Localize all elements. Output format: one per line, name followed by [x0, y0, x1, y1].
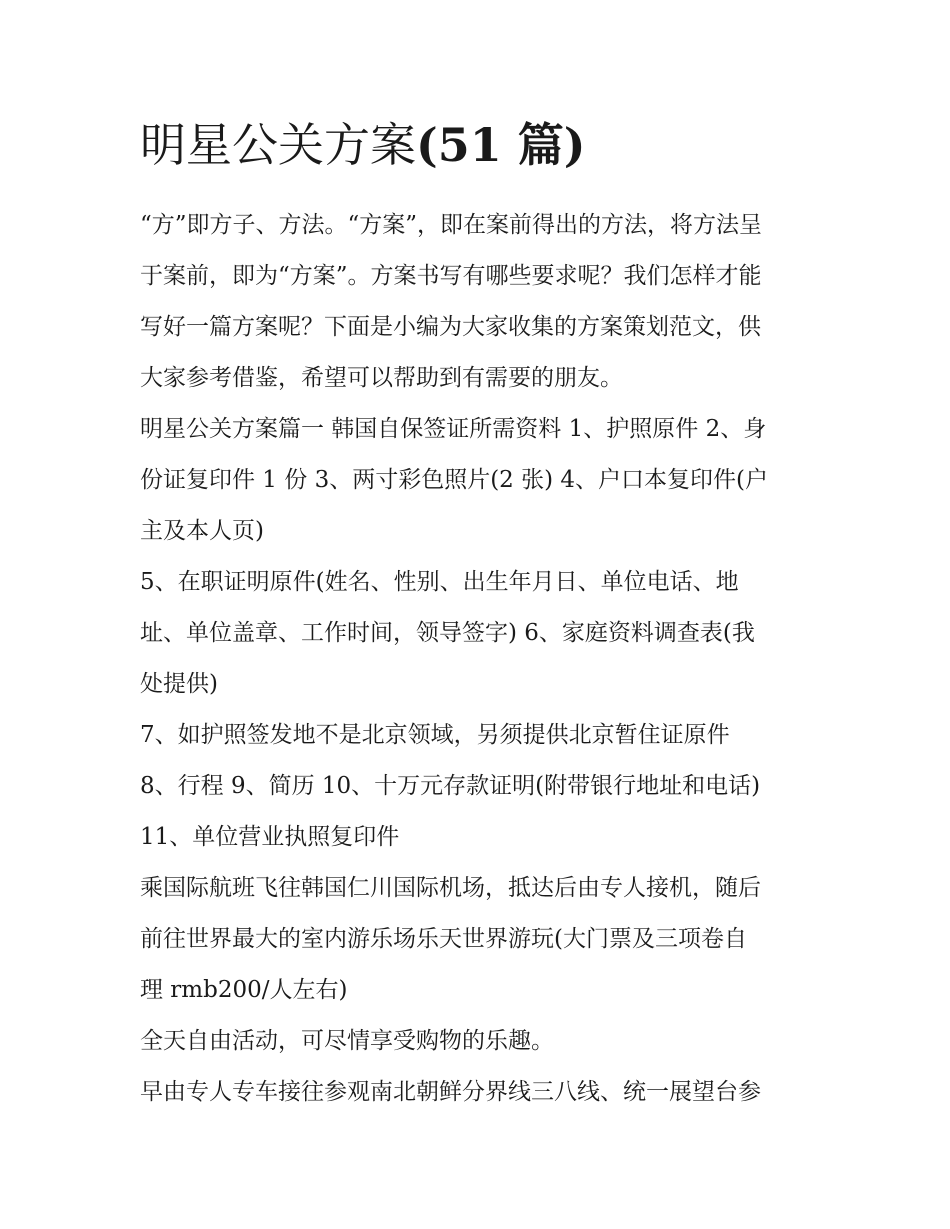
text-line: 理 rmb200/人左右) [140, 977, 348, 1003]
text-line: 全天自由活动，可尽情享受购物的乐趣。 [140, 1028, 554, 1054]
text-line: 主及本人页) [140, 518, 264, 544]
document-title [140, 112, 820, 178]
title-text: 明星公关方案 [140, 118, 416, 172]
text-line: 11、单位营业执照复印件 [140, 824, 400, 850]
text-line: 大家参考借鉴，希望可以帮助到有需要的朋友。 [140, 365, 623, 391]
text-line: 前往世界最大的室内游乐场乐天世界游玩(大门票及三项卷自 [140, 926, 747, 952]
text-line: 址、单位盖章、工作时间，领导签字) 6、家庭资料调查表(我 [140, 620, 755, 646]
text-line: 早由专人专车接往参观南北朝鲜分界线三八线、统一展望台参 [140, 1079, 761, 1105]
document-page [140, 112, 820, 1118]
text-line: 8、行程 9、简历 10、十万元存款证明(附带银行地址和电话) [140, 773, 761, 799]
text-line: 份证复印件 1 份 3、两寸彩色照片(2 张) 4、户口本复印件(户 [140, 467, 769, 493]
text-line: 乘国际航班飞往韩国仁川国际机场，抵达后由专人接机，随后 [140, 875, 761, 901]
text-line: 于案前，即为“方案”。方案书写有哪些要求呢？我们怎样才能 [140, 263, 762, 289]
text-line: 5、在职证明原件(姓名、性别、出生年月日、单位电话、地 [140, 569, 739, 595]
title-count: (51 篇) [416, 118, 586, 172]
text-line: 写好一篇方案呢？下面是小编为大家收集的方案策划范文，供 [140, 314, 761, 340]
body-text [140, 200, 820, 1118]
text-line: “方”即方子、方法。“方案”，即在案前得出的方法，将方法呈 [140, 212, 763, 238]
text-line: 处提供) [140, 671, 218, 697]
text-line: 7、如护照签发地不是北京领域，另须提供北京暂住证原件 [140, 722, 730, 748]
text-line: 明星公关方案篇一 韩国自保签证所需资料 1、护照原件 2、身 [140, 416, 767, 442]
